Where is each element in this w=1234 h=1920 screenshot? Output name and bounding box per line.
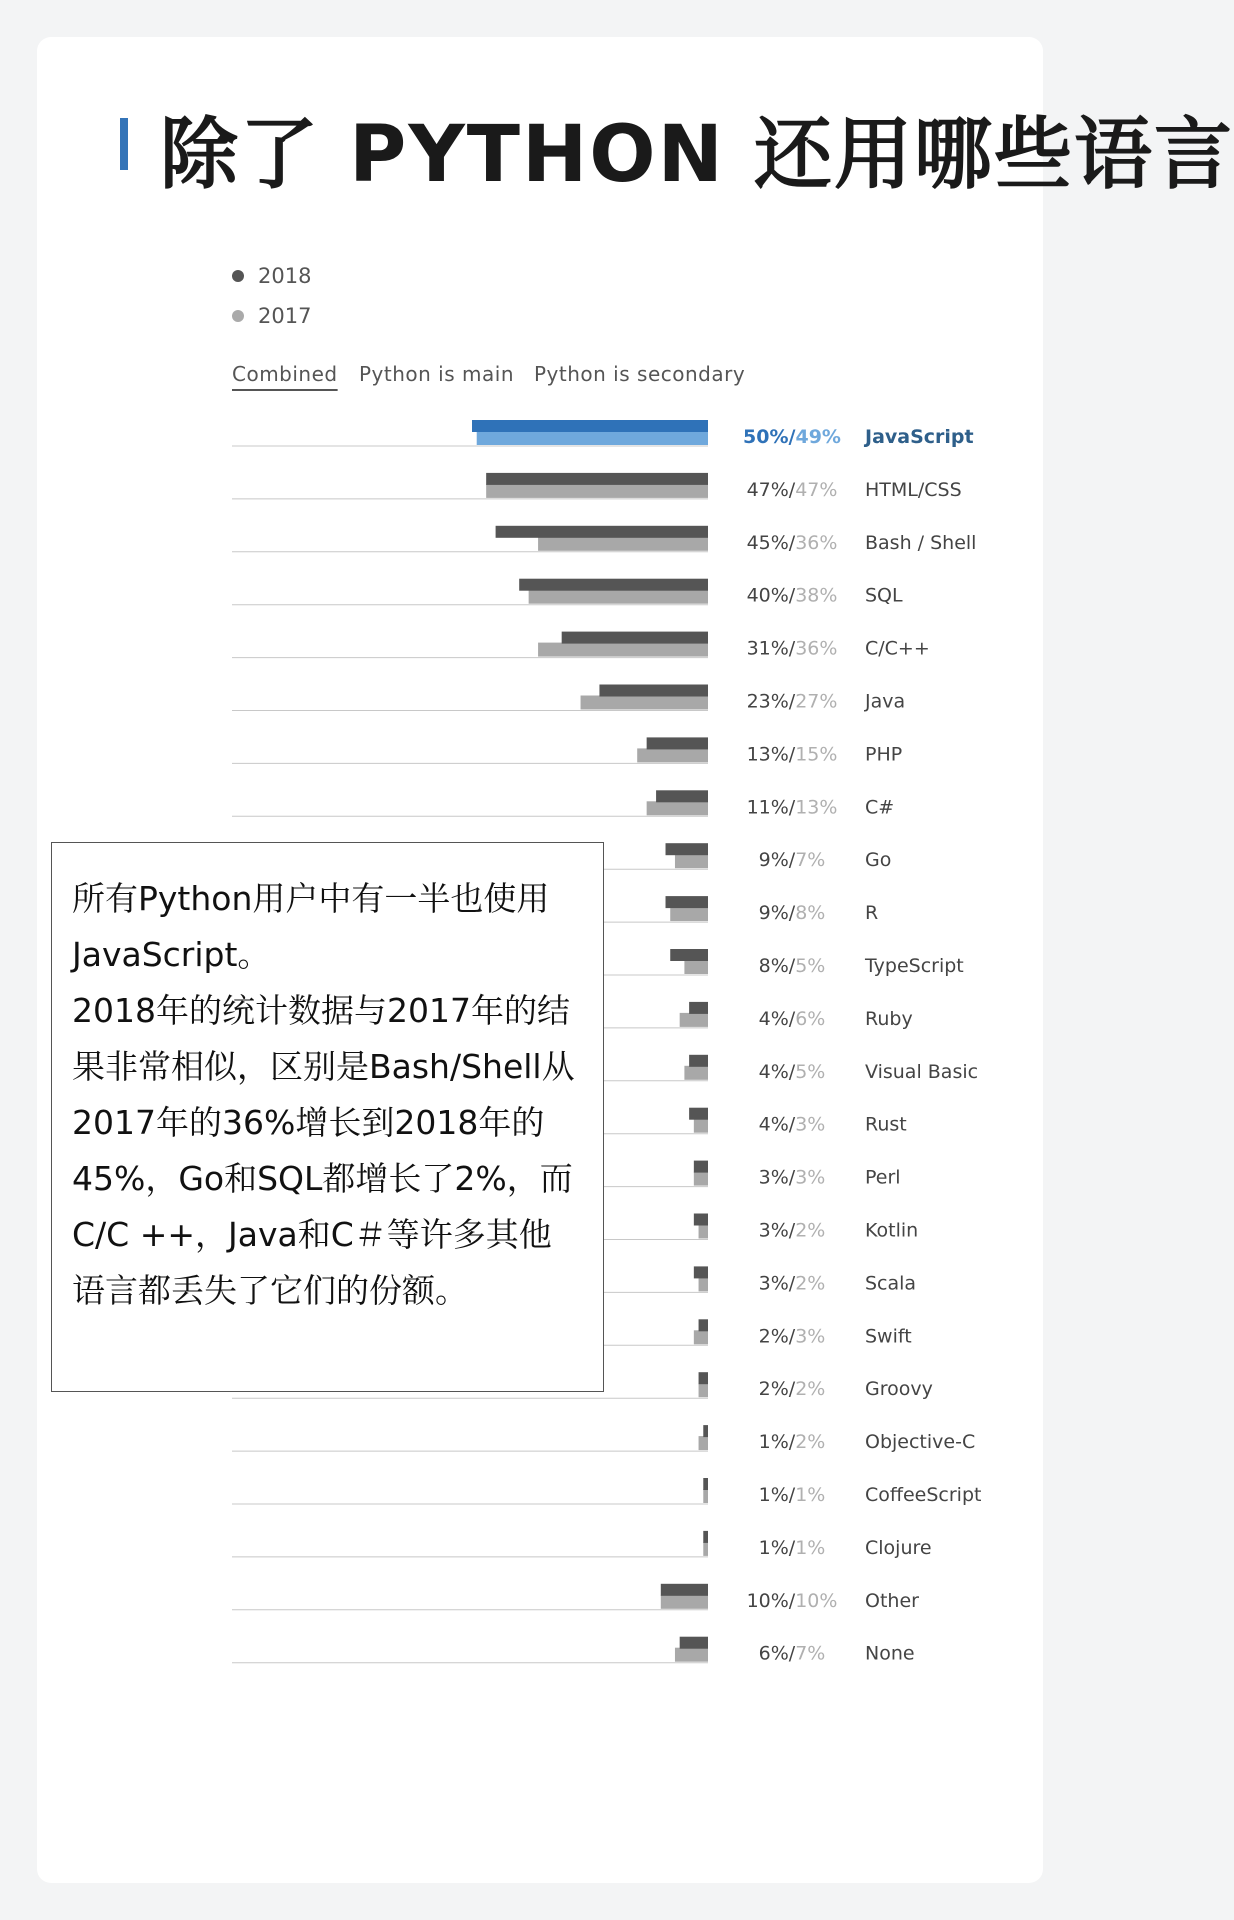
category-label-swift: Swift — [865, 1325, 912, 1348]
value-label-java: 23%/27% — [746, 690, 838, 713]
bar-2018-visual-basic — [689, 1055, 708, 1067]
bar-2018-typescript — [670, 949, 708, 961]
category-label-r: R — [865, 902, 879, 925]
category-label-other: Other — [865, 1589, 919, 1612]
value-label-clojure: 1%/1% — [758, 1536, 826, 1559]
bar-2018-sql — [519, 579, 708, 591]
value-label-perl: 3%/3% — [758, 1166, 826, 1189]
category-label-perl: Perl — [865, 1166, 901, 1189]
bar-2017-c-c — [538, 643, 708, 657]
value-label-kotlin: 3%/2% — [758, 1219, 826, 1242]
value-label-php: 13%/15% — [746, 743, 838, 766]
bar-2017-coffeescript — [703, 1489, 708, 1503]
category-label-rust: Rust — [865, 1113, 907, 1136]
bar-2018-kotlin — [694, 1214, 708, 1226]
category-label-javascript: JavaScript — [865, 426, 974, 448]
value-label-go: 9%/7% — [758, 849, 826, 872]
legend-label-2018: 2018 — [258, 264, 312, 288]
bar-2018-perl — [694, 1161, 708, 1173]
value-label-groovy: 2%/2% — [758, 1378, 826, 1401]
category-label-java: Java — [865, 690, 906, 713]
legend-label-2017: 2017 — [258, 304, 312, 328]
bar-2018-coffeescript — [703, 1478, 708, 1490]
bar-2017-javascript — [477, 431, 708, 445]
bar-2018-c — [656, 790, 708, 802]
category-label-kotlin: Kotlin — [865, 1219, 919, 1242]
bar-2017-groovy — [699, 1383, 708, 1397]
value-label-visual-basic: 4%/5% — [758, 1060, 826, 1083]
category-label-typescript: TypeScript — [865, 955, 964, 977]
bar-2017-objective-c — [699, 1436, 708, 1450]
bar-2017-perl — [694, 1172, 708, 1186]
bar-2017-scala — [699, 1277, 708, 1291]
tab-python-is-secondary[interactable]: Python is secondary — [534, 362, 746, 386]
bar-2017-ruby — [680, 1013, 708, 1027]
bar-2017-r — [670, 907, 708, 921]
bar-2018-objective-c — [703, 1425, 708, 1437]
bar-2018-clojure — [703, 1531, 708, 1543]
category-label-c-c: C/C++ — [865, 637, 930, 660]
bar-2018-bash-shell — [496, 526, 708, 538]
value-label-coffeescript: 1%/1% — [758, 1484, 826, 1506]
value-label-html-css: 47%/47% — [746, 478, 838, 501]
category-label-clojure: Clojure — [865, 1536, 932, 1559]
value-label-scala: 3%/2% — [758, 1272, 826, 1295]
bar-2017-clojure — [703, 1542, 708, 1556]
bar-2018-other — [661, 1584, 708, 1596]
category-label-none: None — [865, 1642, 915, 1665]
bar-2018-javascript — [472, 420, 708, 432]
value-label-javascript: 50%/49% — [743, 426, 841, 448]
bar-2018-java — [599, 685, 708, 697]
bar-2018-swift — [699, 1319, 708, 1331]
value-label-swift: 2%/3% — [758, 1325, 826, 1348]
category-label-visual-basic: Visual Basic — [865, 1060, 979, 1083]
tab-python-is-main[interactable]: Python is main — [359, 362, 514, 386]
bar-2017-go — [675, 854, 708, 868]
bar-2017-visual-basic — [684, 1066, 708, 1080]
value-label-sql: 40%/38% — [746, 584, 838, 607]
category-label-go: Go — [865, 849, 892, 872]
bar-2017-swift — [694, 1330, 708, 1344]
category-label-scala: Scala — [865, 1272, 917, 1295]
bar-2017-bash-shell — [538, 537, 708, 551]
category-label-bash-shell: Bash / Shell — [865, 531, 977, 554]
category-label-coffeescript: CoffeeScript — [865, 1484, 982, 1506]
page-title: 除了 PYTHON 还用哪些语言 — [160, 110, 1234, 200]
note-paragraph-1: 所有Python用户中有一半也使用JavaScript。 — [72, 879, 550, 974]
value-label-rust: 4%/3% — [758, 1113, 826, 1136]
category-label-php: PHP — [865, 743, 903, 766]
value-label-none: 6%/7% — [758, 1642, 826, 1665]
value-label-objective-c: 1%/2% — [758, 1431, 826, 1454]
category-label-html-css: HTML/CSS — [865, 478, 962, 501]
bar-2017-sql — [529, 590, 708, 604]
note-box — [51, 842, 604, 1392]
bar-2018-scala — [694, 1266, 708, 1278]
value-label-c-c: 31%/36% — [746, 637, 838, 660]
value-label-c: 11%/13% — [746, 796, 838, 819]
bar-2018-php — [647, 737, 708, 749]
bar-2017-rust — [694, 1119, 708, 1133]
bar-2018-c-c — [562, 632, 708, 644]
bar-2017-html-css — [486, 484, 708, 498]
bar-2018-groovy — [699, 1372, 708, 1384]
value-label-other: 10%/10% — [746, 1589, 838, 1612]
bar-2018-none — [680, 1637, 708, 1649]
bar-2017-none — [675, 1648, 708, 1662]
value-label-bash-shell: 45%/36% — [746, 531, 838, 554]
bar-2018-rust — [689, 1108, 708, 1120]
category-label-groovy: Groovy — [865, 1378, 933, 1401]
category-label-c: C# — [865, 796, 895, 819]
bar-2018-ruby — [689, 1002, 708, 1014]
bar-2018-r — [666, 896, 708, 908]
bar-2017-php — [637, 748, 708, 762]
bar-2017-other — [661, 1595, 708, 1609]
bar-2017-kotlin — [699, 1225, 708, 1239]
category-label-sql: SQL — [865, 584, 903, 607]
category-label-objective-c: Objective-C — [865, 1431, 976, 1454]
value-label-typescript: 8%/5% — [758, 955, 826, 977]
bar-2017-typescript — [684, 960, 708, 974]
bar-2018-go — [666, 843, 708, 855]
value-label-ruby: 4%/6% — [758, 1007, 826, 1030]
category-label-ruby: Ruby — [865, 1007, 913, 1030]
bar-2017-c — [647, 801, 708, 815]
note-paragraph-2: 2018年的统计数据与2017年的结果非常相似，区别是Bash/Shell从2017年的36%增长到2018年的45%，Go和SQL都增长了2%，而C/C ++，Java和C＃等许多其他语言都丢失了它们的份额。 — [72, 991, 575, 1310]
bar-2017-java — [581, 696, 708, 710]
tab-combined[interactable]: Combined — [232, 362, 338, 386]
bar-2018-html-css — [486, 473, 708, 485]
value-label-r: 9%/8% — [758, 902, 826, 925]
